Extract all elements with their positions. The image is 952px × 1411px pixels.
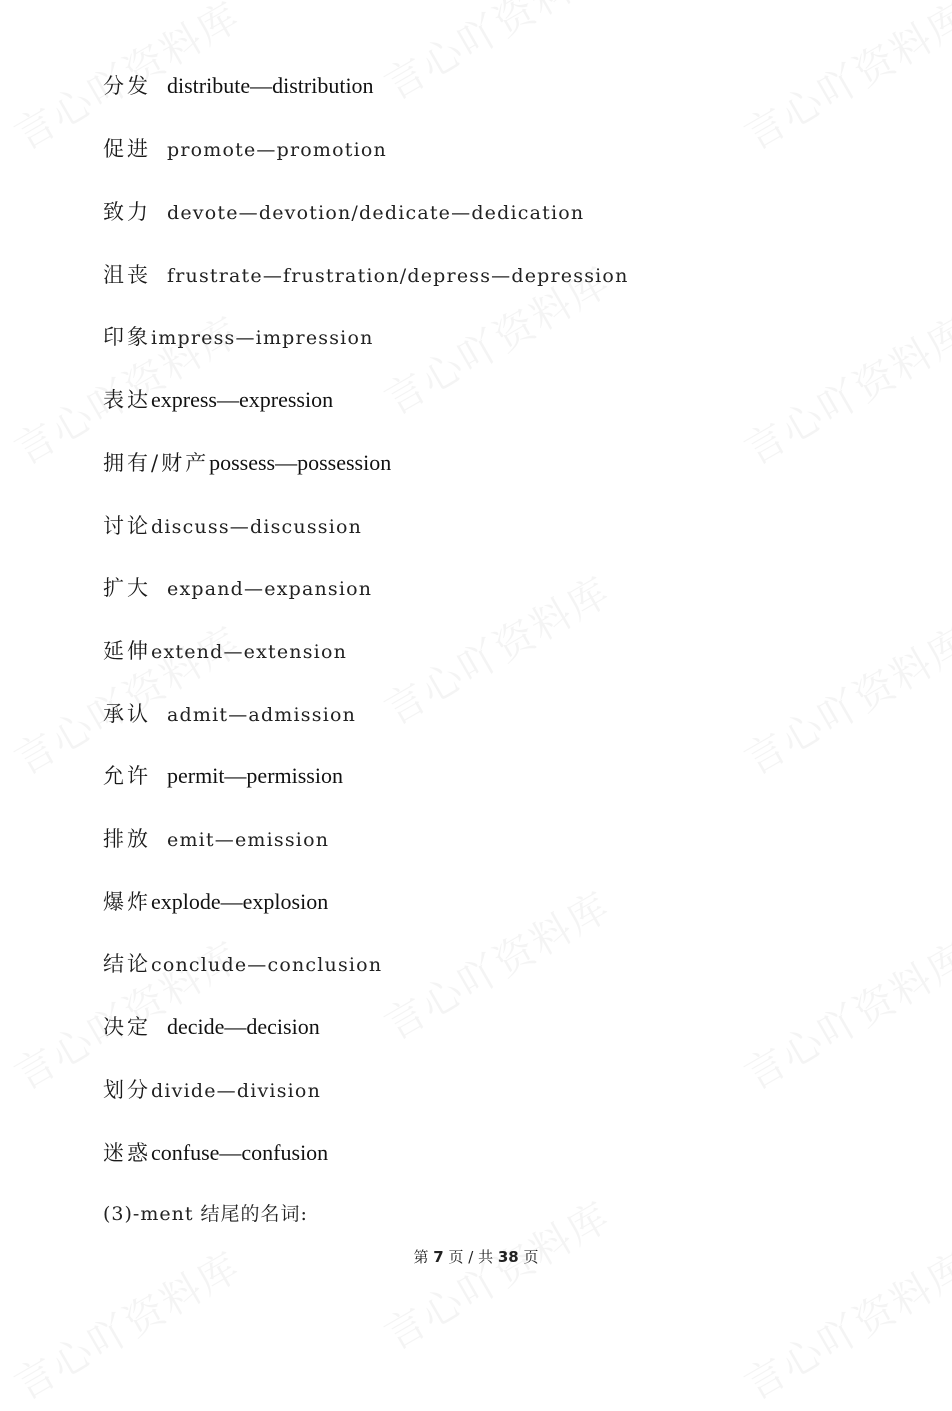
watermark xyxy=(373,561,620,736)
watermark xyxy=(733,0,952,161)
english-word-pair: explode—explosion xyxy=(151,889,329,914)
watermark xyxy=(373,0,620,111)
english-word-pair: distribute—distribution xyxy=(167,73,374,98)
chinese-term: 迷惑 xyxy=(103,1141,151,1165)
chinese-term: 决定 xyxy=(103,1015,151,1039)
english-word-pair: conclude—conclusion xyxy=(151,954,383,976)
vocab-line xyxy=(103,70,374,100)
chinese-term: 划分 xyxy=(103,1078,151,1102)
vocab-line xyxy=(103,384,333,414)
chinese-term: 表达 xyxy=(103,388,151,412)
english-word-pair: frustrate—frustration/depress—depression xyxy=(167,265,629,287)
current-page-number: 7 xyxy=(433,1248,444,1266)
english-word-pair: confuse—confusion xyxy=(151,1140,329,1165)
english-word-pair: possess—possession xyxy=(209,450,392,475)
chinese-term: 延伸 xyxy=(103,639,151,663)
chinese-term: 印象 xyxy=(103,325,151,349)
section-heading-text: (3)-ment 结尾的名词: xyxy=(103,1203,308,1225)
vocab-line xyxy=(103,698,356,728)
vocab-line xyxy=(103,572,372,602)
chinese-term: 讨论 xyxy=(103,514,151,538)
english-word-pair: divide—division xyxy=(151,1080,322,1102)
vocab-line xyxy=(103,447,391,477)
vocab-line xyxy=(103,1011,320,1041)
chinese-term: 扩大 xyxy=(103,576,151,600)
vocab-line xyxy=(103,1137,328,1167)
footer-suffix: 页 xyxy=(523,1248,539,1266)
english-word-pair: permit—permission xyxy=(167,763,343,788)
vocab-line xyxy=(103,510,362,540)
vocab-line xyxy=(103,823,329,853)
chinese-term: 承认 xyxy=(103,702,151,726)
footer-prefix: 第 xyxy=(413,1248,429,1266)
english-word-pair: promote—promotion xyxy=(167,139,387,161)
english-word-pair: extend—extension xyxy=(151,641,348,663)
chinese-term: 结论 xyxy=(103,952,151,976)
watermark xyxy=(733,611,952,786)
watermark xyxy=(373,876,620,1051)
vocab-line xyxy=(103,196,584,226)
english-word-pair: emit—emission xyxy=(167,829,330,851)
vocab-line xyxy=(103,886,328,916)
page-number-footer xyxy=(0,1246,952,1267)
english-word-pair: impress—impression xyxy=(151,327,374,349)
chinese-term: 排放 xyxy=(103,827,151,851)
vocab-line xyxy=(103,259,629,289)
section-heading xyxy=(103,1199,308,1226)
watermark xyxy=(733,926,952,1101)
total-page-count: 38 xyxy=(497,1248,519,1266)
chinese-term: 沮丧 xyxy=(103,263,151,287)
chinese-term: 允许 xyxy=(103,764,151,788)
watermark xyxy=(373,1186,620,1361)
vocab-line xyxy=(103,321,374,351)
vocab-line xyxy=(103,948,382,978)
vocab-line xyxy=(103,635,347,665)
vocab-line xyxy=(103,1074,321,1104)
vocab-line xyxy=(103,133,387,163)
english-word-pair: discuss—discussion xyxy=(151,516,363,538)
english-word-pair: devote—devotion/dedicate—dedication xyxy=(167,202,585,224)
chinese-term: 致力 xyxy=(103,200,151,224)
vocab-line xyxy=(103,760,343,790)
english-word-pair: express—expression xyxy=(151,387,334,412)
chinese-term: 促进 xyxy=(103,137,151,161)
english-word-pair: expand—expansion xyxy=(167,578,373,600)
chinese-term: 爆炸 xyxy=(103,890,151,914)
watermark xyxy=(733,301,952,476)
footer-mid: 页 / 共 xyxy=(448,1248,494,1266)
english-word-pair: admit—admission xyxy=(167,704,357,726)
chinese-term: 分发 xyxy=(103,74,151,98)
chinese-term: 拥有/财产 xyxy=(103,451,210,475)
english-word-pair: decide—decision xyxy=(167,1014,320,1039)
